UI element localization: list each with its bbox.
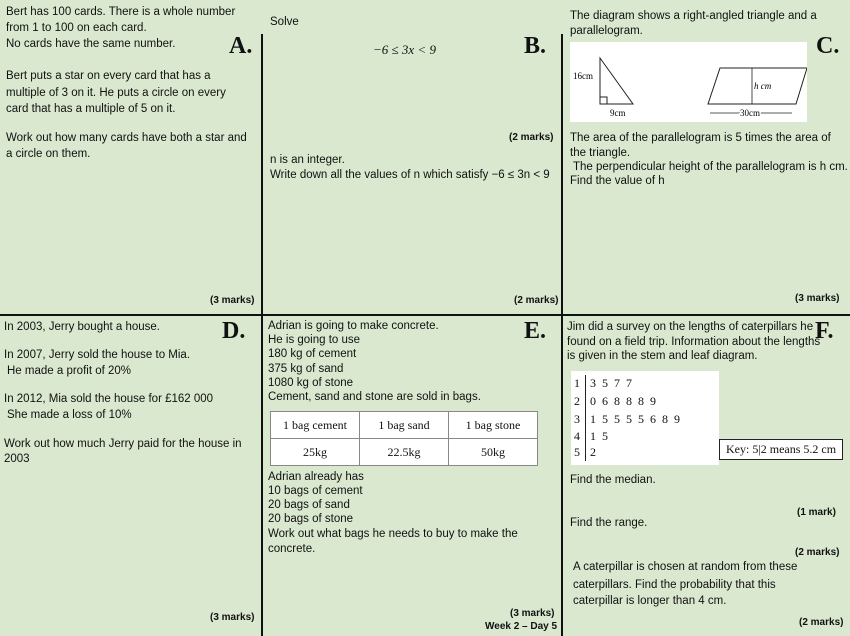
b-line-1: n is an integer.	[270, 154, 345, 166]
stem-2: 2	[574, 394, 580, 408]
bags-value-stone: 50kg	[449, 439, 538, 466]
question-f	[563, 316, 850, 636]
c-body-1: The area of the parallelogram is 5 times the area of	[570, 132, 831, 144]
e-line-4: 375 kg of sand	[268, 363, 344, 375]
c-body-4: Find the value of h	[570, 175, 665, 187]
c-intro-2: parallelogram.	[570, 25, 643, 37]
leaf-3: 1 5 5 5 5 6 8 9	[590, 412, 680, 426]
parallelogram-height-label: h cm	[754, 81, 772, 91]
stem-4: 4	[574, 429, 580, 443]
stem-3: 3	[574, 412, 580, 426]
d-line-4: In 2012, Mia sold the house for £162 000	[4, 393, 214, 405]
a-line-5: multiple of 3 on it. He puts a circle on every	[6, 87, 226, 99]
e-line-11: Work out what bags he needs to buy to make the concrete.	[268, 528, 518, 555]
f-intro-2: found on a field trip. Information about the lengths	[567, 336, 821, 348]
b-line-2: Write down all the values of n which satisfy −6 ≤ 3n < 9	[270, 169, 550, 181]
bags-table-value-row	[271, 439, 538, 466]
a-line-3: No cards have the same number.	[6, 38, 176, 50]
stem-leaf-key: Key: 5|2 means 5.2 cm	[719, 439, 843, 460]
bags-header-sand: 1 bag sand	[360, 412, 449, 439]
e-marks: (3 marks)	[510, 608, 555, 619]
a-line-2: from 1 to 100 on each card.	[6, 22, 147, 34]
question-e	[263, 316, 561, 636]
e-line-5: 1080 kg of stone	[268, 377, 354, 389]
f-q1: Find the median.	[570, 474, 656, 486]
triangle-parallelogram-diagram	[570, 42, 807, 122]
d-letter: D.	[222, 318, 246, 344]
a-letter: A.	[229, 33, 253, 59]
question-a	[0, 0, 261, 314]
e-letter: E.	[524, 318, 547, 344]
question-b	[263, 0, 561, 314]
f-q2: Find the range.	[570, 517, 648, 529]
week-day-footer: Week 2 – Day 5	[485, 621, 558, 632]
bags-value-cement: 25kg	[271, 439, 360, 466]
triangle-height-label: 16cm	[573, 71, 593, 81]
f-q3-3: caterpillar is longer than 4 cm.	[573, 595, 727, 607]
bags-value-sand: 22.5kg	[360, 439, 449, 466]
d-line-3: He made a profit of 20%	[7, 365, 132, 377]
f-intro-3: is given in the stem and leaf diagram.	[567, 350, 758, 362]
a-marks: (3 marks)	[210, 295, 255, 306]
b-letter: B.	[524, 33, 547, 59]
question-c	[563, 0, 850, 314]
e-line-10: 20 bags of stone	[268, 513, 354, 525]
f-marks-3: (2 marks)	[799, 617, 844, 628]
c-marks: (3 marks)	[795, 293, 840, 304]
f-marks-2: (2 marks)	[795, 547, 840, 558]
f-q3-1: A caterpillar is chosen at random from these	[573, 561, 798, 573]
a-line-4: Bert puts a star on every card that has a	[6, 70, 211, 82]
stem-5: 5	[574, 445, 580, 459]
f-q3-2: caterpillars. Find the probability that this	[573, 579, 776, 591]
e-line-9: 20 bags of sand	[268, 499, 350, 511]
a-line-6: card that has a multiple of 5 on it.	[6, 103, 176, 115]
c-body-2: the triangle.	[570, 147, 631, 159]
leaf-4: 1 5	[590, 429, 608, 443]
bags-table	[270, 411, 538, 466]
b-marks-1: (2 marks)	[509, 132, 554, 143]
d-marks: (3 marks)	[210, 612, 255, 623]
a-line-1: Bert has 100 cards. There is a whole number	[6, 6, 236, 18]
b-inequality: −6 ≤ 3x < 9	[373, 42, 436, 57]
e-line-8: 10 bags of cement	[268, 485, 363, 497]
c-letter: C.	[816, 33, 840, 59]
stem-1: 1	[574, 376, 580, 390]
f-marks-1: (1 mark)	[797, 507, 836, 518]
d-line-6: Work out how much Jerry paid for the house in 2003	[4, 438, 242, 465]
a-line-8: a circle on them.	[6, 148, 91, 160]
question-d	[0, 316, 261, 636]
leaf-2: 0 6 8 8 8 9	[590, 394, 656, 408]
bags-header-stone: 1 bag stone	[449, 412, 538, 439]
leaf-1: 3 5 7 7	[590, 376, 632, 390]
b-solve: Solve	[270, 16, 299, 28]
b-marks-2: (2 marks)	[514, 295, 559, 306]
e-line-3: 180 kg of cement	[268, 348, 357, 360]
leaf-5: 2	[590, 445, 596, 459]
f-letter: F.	[815, 318, 834, 344]
e-line-7: Adrian already has	[268, 471, 364, 483]
stem-leaf-diagram	[571, 371, 719, 465]
d-line-5: She made a loss of 10%	[7, 409, 132, 421]
e-line-2: He is going to use	[268, 334, 361, 346]
d-line-1: In 2003, Jerry bought a house.	[4, 321, 160, 333]
a-line-7: Work out how many cards have both a star and	[6, 132, 247, 144]
c-intro-1: The diagram shows a right-angled triangle and a	[570, 10, 817, 22]
bags-header-cement: 1 bag cement	[271, 412, 360, 439]
bags-table-header-row	[271, 412, 538, 439]
e-line-6: Cement, sand and stone are sold in bags.	[268, 391, 481, 403]
triangle-base-label: 9cm	[610, 108, 626, 118]
c-diagram	[570, 42, 807, 122]
c-body-3: The perpendicular height of the parallelogram is h cm.	[573, 161, 848, 173]
e-line-1: Adrian is going to make concrete.	[268, 320, 439, 332]
d-line-2: In 2007, Jerry sold the house to Mia.	[4, 349, 191, 361]
parallelogram-base-label: 30cm	[740, 108, 760, 118]
f-intro-1: Jim did a survey on the lengths of caterpillars he	[567, 321, 814, 333]
